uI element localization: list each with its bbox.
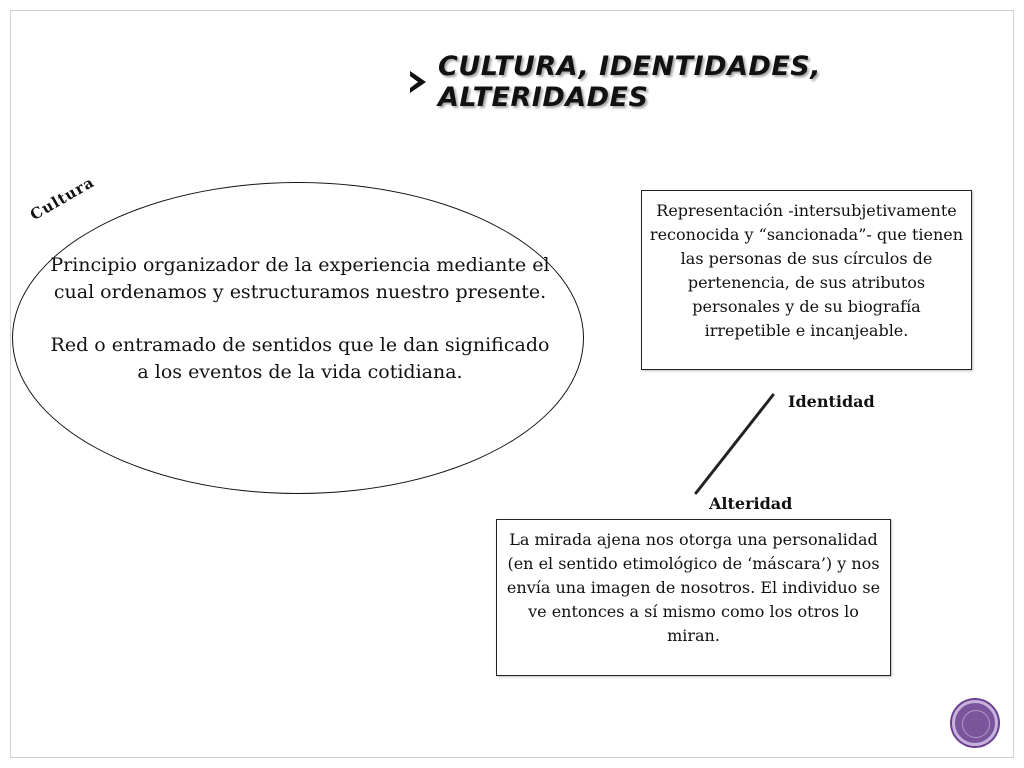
cultura-paragraph-2: Red o entramado de sentidos que le dan significado a los eventos de la vida cotidiana. — [50, 334, 550, 383]
cultura-paragraph-1: Principio organizador de la experiencia mediante el cual ordenamos y estructuramos nuestro presente. — [50, 254, 550, 303]
title-row — [410, 51, 1024, 113]
cultura-label: Cultura — [27, 172, 98, 224]
identidad-label: Identidad — [788, 392, 875, 411]
identidad-box — [641, 190, 972, 370]
alteridad-label: Alteridad — [709, 494, 793, 513]
slide-title: CULTURA, IDENTIDADES, ALTERIDADES — [438, 51, 821, 113]
alteridad-box — [496, 519, 891, 676]
identidad-text: Representación -intersubjetivamente reconocida y “sancionada”- que tienen las personas de sus círculos de pertenencia, de sus atributos personales y de su biografía irrepetible e incanjeable. — [649, 201, 964, 340]
alteridad-text: La mirada ajena nos otorga una personalidad (en el sentido etimológico de ‘máscara’) y nos envía una imagen de nosotros. El individuo se ve entonces a sí mismo como los otros lo miran. — [506, 530, 881, 645]
arrow-bullet-icon — [410, 71, 426, 93]
nav-circle-icon[interactable] — [952, 700, 998, 746]
cultura-definition — [50, 252, 550, 386]
